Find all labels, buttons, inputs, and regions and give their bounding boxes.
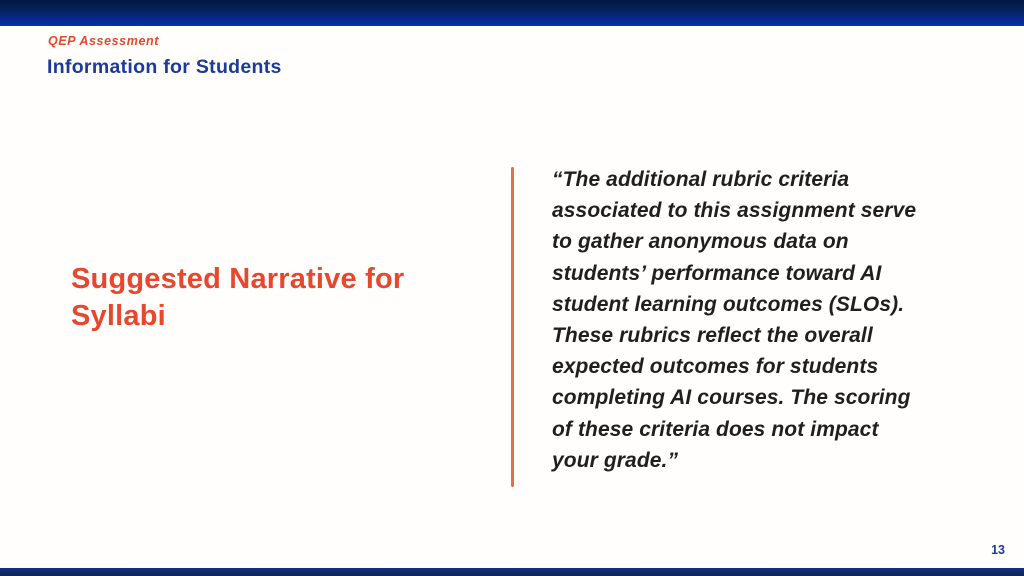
- main-title-line-2: Syllabi: [71, 300, 166, 332]
- quote-line: associated to this assignment serve: [552, 199, 917, 223]
- quote-line: to gather anonymous data on: [552, 230, 849, 254]
- bottom-accent-bar: [0, 568, 1024, 576]
- quote-line: completing AI courses. The scoring: [552, 386, 911, 410]
- quote-line: student learning outcomes (SLOs).: [552, 292, 905, 316]
- quote-line: expected outcomes for students: [552, 355, 879, 379]
- main-title: [71, 261, 461, 335]
- main-title-line-1: Suggested Narrative for: [71, 263, 405, 295]
- page-number: 13: [991, 543, 1005, 557]
- vertical-divider: [511, 167, 514, 487]
- quote-block: [552, 164, 947, 476]
- quote-line: students’ performance toward AI: [552, 261, 882, 285]
- quote-line: “The additional rubric criteria: [552, 168, 850, 191]
- quote-line: your grade.”: [552, 448, 679, 472]
- quote-line: of these criteria does not impact: [552, 417, 879, 441]
- slide-header-title: Information for Students: [47, 56, 282, 78]
- quote-line: These rubrics reflect the overall: [552, 324, 873, 348]
- eyebrow-label: QEP Assessment: [48, 34, 159, 48]
- top-accent-bar: [0, 0, 1024, 26]
